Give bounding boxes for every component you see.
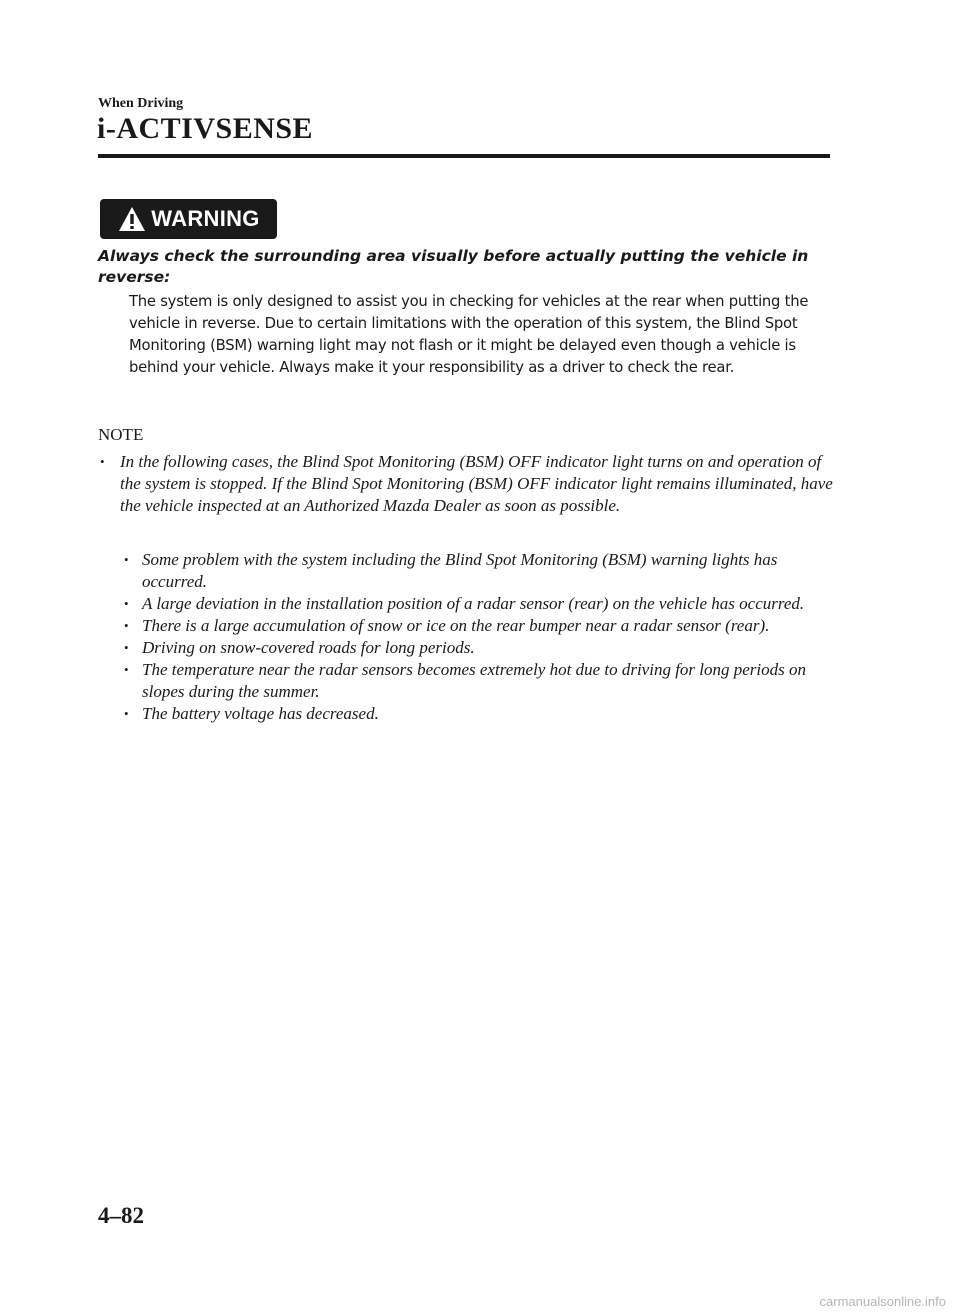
- chapter-title: i-ACTIVSENSE: [97, 112, 314, 145]
- list-item-text: Driving on snow-covered roads for long periods.: [142, 638, 475, 657]
- bullet: •: [124, 706, 129, 721]
- note-label: NOTE: [98, 425, 144, 444]
- warning-heading: Always check the surrounding area visually before actually putting the vehicle in reverse:: [98, 247, 809, 286]
- list-item-text: The temperature near the radar sensors becomes extremely hot due to driving for long periods on slopes during the summer.: [142, 660, 807, 701]
- list-item-text: The battery voltage has decreased.: [142, 704, 379, 723]
- list-item: [124, 659, 836, 703]
- list-item-text: There is a large accumulation of snow or ice on the rear bumper near a radar sensor (rear).: [142, 616, 770, 635]
- list-item: [124, 637, 836, 659]
- bullet: •: [124, 618, 129, 633]
- list-item-text: A large deviation in the installation position of a radar sensor (rear) on the vehicle has occurred.: [142, 594, 805, 613]
- warning-body: The system is only designed to assist you in checking for vehicles at the rear when putting the vehicle in reverse. Due to certain limitations with the operation of this system, the Blind Spot Monitoring (BSM) warning light may not flash or it might be delayed even though a vehicle is behind your vehicle. Always make it your responsibility as a driver to check the rear.: [129, 293, 809, 376]
- warning-badge: [100, 199, 277, 239]
- list-item: [124, 549, 836, 593]
- list-item: [124, 615, 836, 637]
- page-number: 4–82: [98, 1203, 144, 1228]
- header-rule: [98, 154, 830, 158]
- bullet: •: [124, 662, 129, 677]
- warning-triangle-icon: [117, 205, 147, 233]
- watermark: carmanualsonline.info: [819, 1294, 946, 1309]
- list-item: [124, 703, 836, 725]
- note-intro-item: [100, 451, 835, 517]
- section-label: When Driving: [98, 96, 184, 111]
- note-sub-list: [124, 549, 836, 725]
- note-intro-text: In the following cases, the Blind Spot Monitoring (BSM) OFF indicator light turns on and operation of the system is stopped. If the Blind Spot Monitoring (BSM) OFF indicator light remains illuminated, have the vehicle inspected at an Authorized Mazda Dealer as soon as possible.: [120, 452, 833, 515]
- bullet: •: [124, 596, 129, 611]
- bullet: •: [124, 552, 129, 567]
- list-item-text: Some problem with the system including the Blind Spot Monitoring (BSM) warning lights has occurred.: [142, 550, 778, 591]
- warning-badge-label: WARNING: [151, 206, 260, 231]
- bullet: •: [100, 454, 105, 469]
- list-item: [124, 593, 836, 615]
- bullet: •: [124, 640, 129, 655]
